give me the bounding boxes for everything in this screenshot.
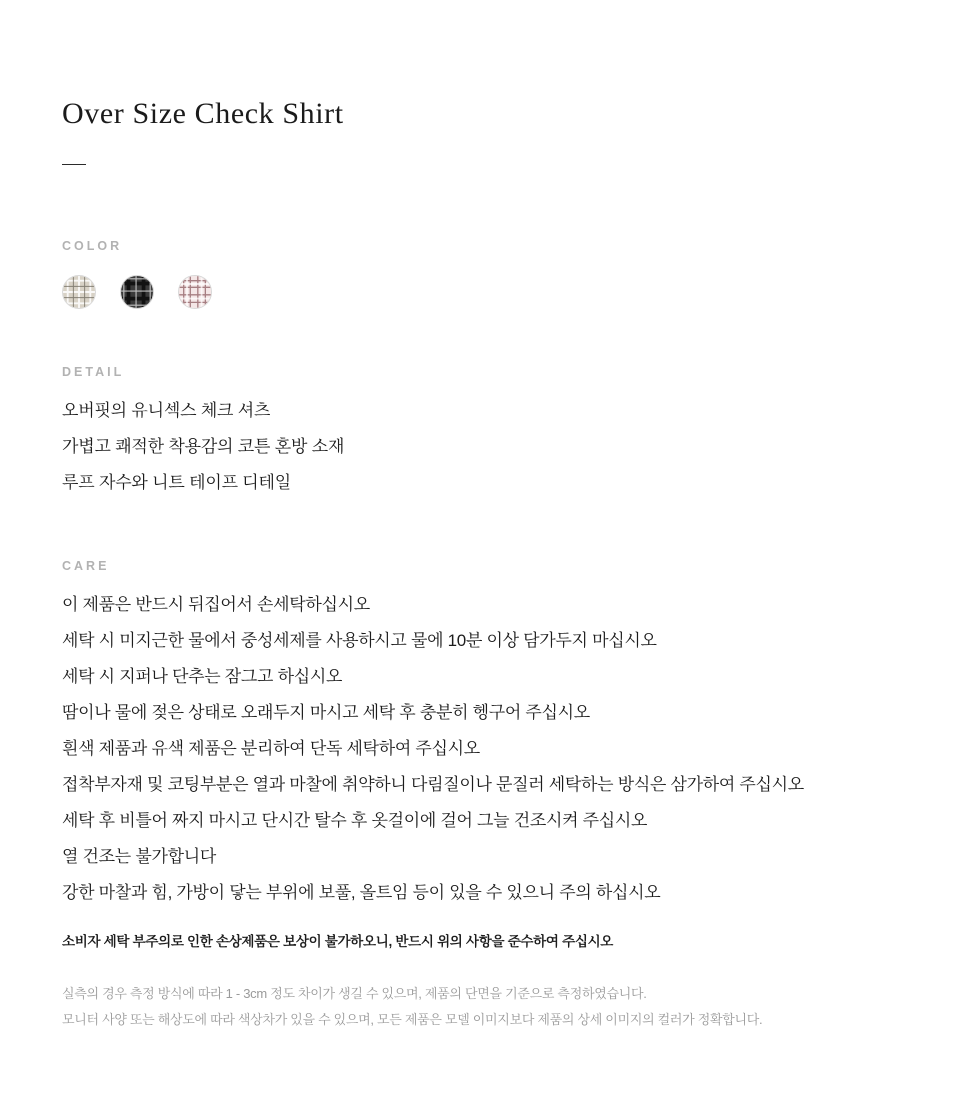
- list-item: 세탁 시 지퍼나 단추는 잠그고 하십시오: [62, 667, 343, 686]
- plaid-pattern-icon: [121, 276, 153, 308]
- care-list: [62, 587, 898, 911]
- color-swatch-pink-check[interactable]: [178, 275, 212, 309]
- title-divider: [62, 164, 86, 165]
- care-section: [62, 559, 898, 953]
- page-title: Over Size Check Shirt: [62, 97, 344, 130]
- title-block: [62, 0, 898, 165]
- color-swatch-beige-check[interactable]: [62, 275, 96, 309]
- footnotes: [62, 981, 898, 1033]
- plaid-pattern-icon: [179, 276, 211, 308]
- detail-section-label: DETAIL: [62, 365, 125, 379]
- color-section: [62, 239, 898, 309]
- detail-section: [62, 365, 898, 501]
- color-swatch-black-check[interactable]: [120, 275, 154, 309]
- care-section-label: CARE: [62, 559, 110, 573]
- list-item: 접착부자재 및 코팅부분은 열과 마찰에 취약하니 다림질이나 문질러 세탁하는 방식은 삼가하여 주십시오: [62, 775, 804, 794]
- list-item: 이 제품은 반드시 뒤집어서 손세탁하십시오: [62, 595, 370, 614]
- color-swatch-row: [62, 275, 898, 309]
- list-item: 세탁 후 비틀어 짜지 마시고 단시간 탈수 후 옷걸이에 걸어 그늘 건조시켜 주십시오: [62, 811, 648, 830]
- detail-list: [62, 393, 898, 501]
- footnote-measurement: 실측의 경우 측정 방식에 따라 1 - 3cm 정도 차이가 생길 수 있으며, 제품의 단면을 기준으로 측정하였습니다.: [62, 986, 647, 1001]
- list-item: 오버핏의 유니섹스 체크 셔츠: [62, 401, 271, 420]
- care-warning-text: 소비자 세탁 부주의로 인한 손상제품은 보상이 불가하오니, 반드시 위의 사항을 준수하여 주십시오: [62, 934, 614, 949]
- list-item: 강한 마찰과 힘, 가방이 닿는 부위에 보풀, 올트임 등이 있을 수 있으니 주의 하십시오: [62, 883, 661, 902]
- list-item: 루프 자수와 니트 테이프 디테일: [62, 473, 291, 492]
- list-item: 열 건조는 불가합니다: [62, 847, 216, 866]
- list-item: 가볍고 쾌적한 착용감의 코튼 혼방 소재: [62, 437, 345, 456]
- list-item: 땀이나 물에 젖은 상태로 오래두지 마시고 세탁 후 충분히 헹구어 주십시오: [62, 703, 590, 722]
- plaid-pattern-icon: [63, 276, 95, 308]
- list-item: 흰색 제품과 유색 제품은 분리하여 단독 세탁하여 주십시오: [62, 739, 480, 758]
- footnote-color-accuracy: 모니터 사양 또는 해상도에 따라 색상차가 있을 수 있으며, 모든 제품은 모델 이미지보다 제품의 상세 이미지의 컬러가 정확합니다.: [62, 1012, 763, 1027]
- list-item: 세탁 시 미지근한 물에서 중성세제를 사용하시고 물에 10분 이상 담가두지 마십시오: [62, 631, 657, 650]
- color-section-label: COLOR: [62, 239, 123, 253]
